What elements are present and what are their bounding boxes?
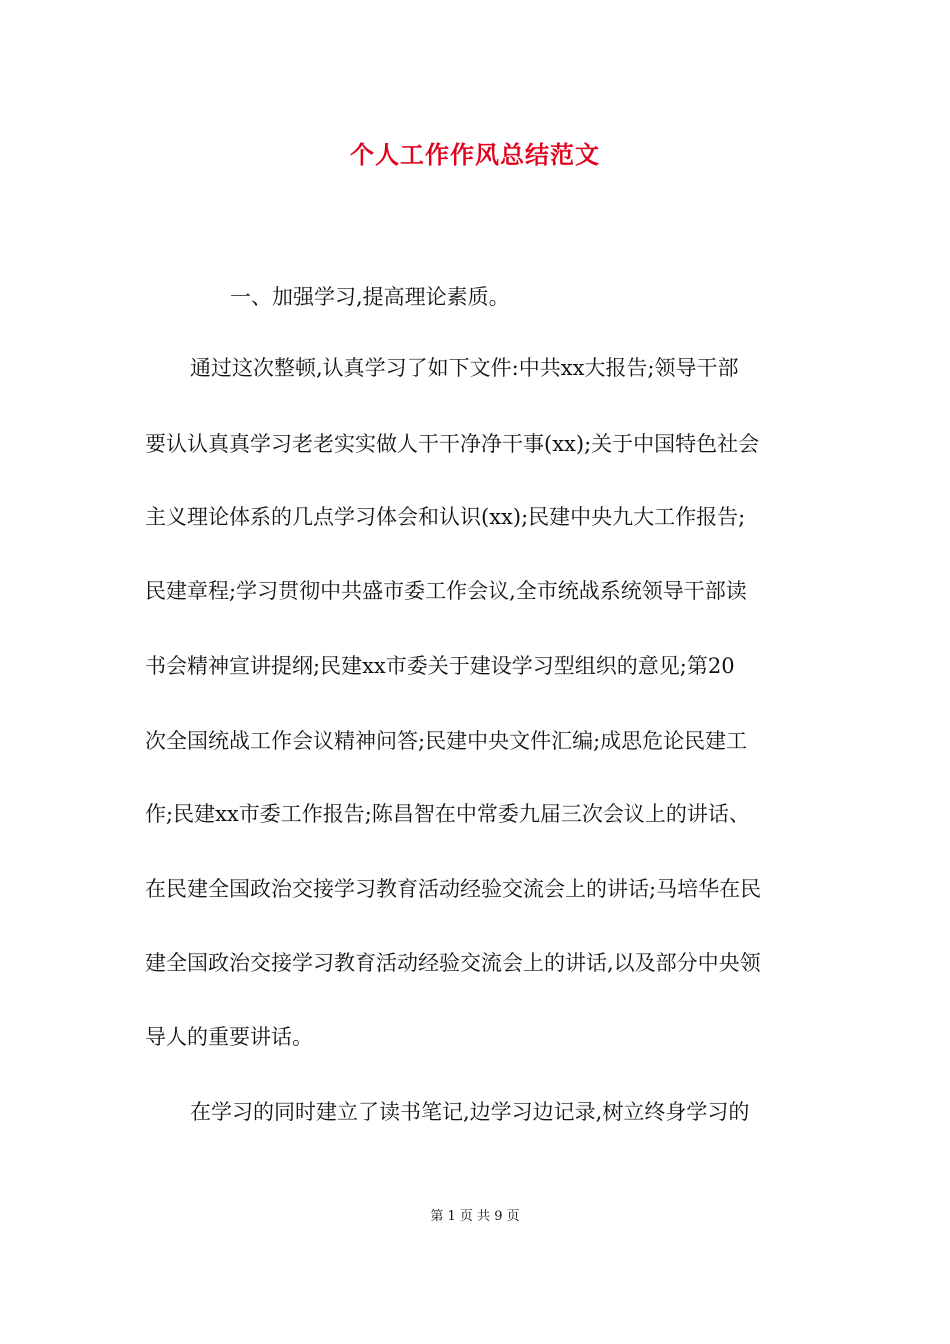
document-title: 个人工作作风总结范文 — [350, 140, 600, 169]
paragraph-line: 书会精神宣讲提纲;民建xx市委关于建设学习型组织的意见;第20 — [145, 654, 735, 678]
paragraph-line: 导人的重要讲话。 — [145, 1025, 313, 1049]
page-number: 第 1 页 共 9 页 — [430, 1209, 520, 1224]
paragraph-line: 主义理论体系的几点学习体会和认识(xx);民建中央九大工作报告; — [145, 505, 746, 529]
paragraph-line: 要认认真真学习老老实实做人干干净净干事(xx);关于中国特色社会 — [145, 432, 760, 456]
paragraph-line: 民建章程;学习贯彻中共盛市委工作会议,全市统战系统领导干部读 — [145, 579, 747, 603]
section-heading: 一、加强学习,提高理论素质。 — [230, 285, 510, 309]
paragraph-line: 通过这次整顿,认真学习了如下文件:中共xx大报告;领导干部 — [190, 356, 739, 380]
paragraph-line: 建全国政治交接学习教育活动经验交流会上的讲话,以及部分中央领 — [145, 951, 761, 975]
paragraph-line: 在民建全国政治交接学习教育活动经验交流会上的讲话;马培华在民 — [145, 877, 762, 901]
paragraph-line: 次全国统战工作会议精神问答;民建中央文件汇编;成思危论民建工 — [145, 729, 748, 753]
paragraph-line: 在学习的同时建立了读书笔记,边学习边记录,树立终身学习的 — [190, 1100, 750, 1124]
paragraph-line: 作;民建xx市委工作报告;陈昌智在中常委九届三次会议上的讲话、 — [145, 802, 750, 826]
